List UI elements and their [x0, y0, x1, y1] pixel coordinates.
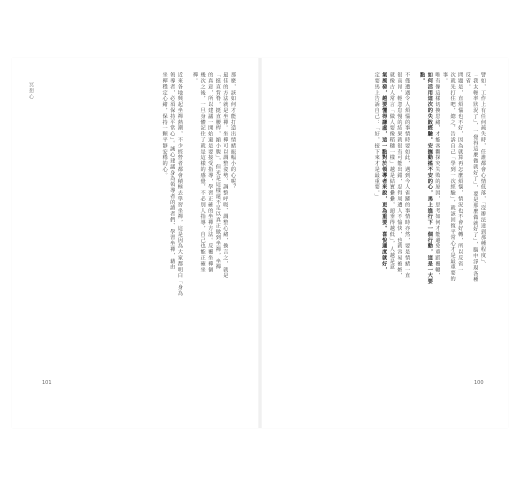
book-spread: [12, 58, 508, 428]
text-column: 領導者，必須保持平常心」。誠心建議身為領導者的讀者們、學習坐禪，藉由: [169, 72, 176, 270]
text-column: 譬如，工作上有任何疏失時，任誰都會心情低落，「沒辦法達到那種程度」、: [480, 72, 486, 268]
text-column: 幾次之後，一旦身體記住了就是這樣的感覺，不必別人指導，自己也能正確坐: [199, 72, 206, 273]
text-column-emphasis: 如何活用這次的失敗經驗。安撫動搖不安的心，馬上進行下一個行動，這是一大要: [426, 72, 433, 285]
text-column: 那麼，該如何才能打造出情緒振幅小的心呢？: [230, 72, 236, 190]
running-head: 冥想心: [28, 82, 34, 100]
text-column: 近來各地興起坐禪熱潮，不少經營者都會積極去學習坐禪，這是因為大家都明白「身為: [176, 72, 183, 297]
text-column: 「我太輕率狀況了」，一覺得這麼做就好了」，要是那麼做就好了」，腦中浮現各種: [472, 72, 479, 283]
paragraph-gap: [410, 72, 418, 312]
text-column: 很高昂，輕忽怠慢的結果就很有可能出錯，忍得周遭人不愉快，也就容易被嫉，: [396, 72, 403, 279]
text-column: 反省。: [464, 72, 471, 90]
text-column: 唯有像這樣切換思緒，才能客觀探究失敗的原因，思考如何才能避免重蹈覆轍，: [434, 72, 441, 279]
right-page: [260, 58, 508, 428]
text-column: 就像古人常言「做人要像稻穗一樣」越是結實纍纍，頭垂得越低」，人越是意: [388, 72, 395, 270]
text-column: 不僅遭遇令人煩惱的事情時要如此，遇到今人雀躍的事情時亦然，要是情緒一直: [404, 72, 411, 279]
left-page: [12, 58, 260, 428]
right-page-text: [286, 72, 486, 312]
page-number: 101: [42, 380, 52, 386]
text-column: 定要馬上告訴自己：「好，接下來才是最重要。」: [373, 72, 380, 200]
text-column: 最佳的方法就是坐禪。坐禪可以調整姿勢、調整呼吸、調整心緒，換言之，就是: [222, 72, 229, 279]
left-page-text: [76, 72, 236, 312]
text-column: 次就先打住吧，總之，告訴自己「學到一次經驗」，就該回復平常心才是最重要的: [449, 72, 456, 282]
text-column: 的真意，所以建議一開始還是要接受指導，學習正確的坐禪方法。反覆坐禪個: [207, 72, 214, 273]
text-column: 「挺直背脊，挺直腰桿，縮小腹」，但光是這樣還不足以真正做到坐禪，坐禪: [214, 72, 221, 270]
text-column: 禪。: [192, 72, 199, 84]
text-column: 問題是，直煩惱也不好，因為就算再怎麼煩惱，情況也不會好轉，所以反省一: [457, 72, 464, 273]
text-column: 事。: [442, 72, 449, 84]
text-column: 坐禪穩定心緒，保持一顆平靜安穩的心。: [161, 72, 168, 179]
text-column-emphasis: 氣風發，越要懂得謙虛，這一點對於領導者來說，更為重要。喜悅適度就好，: [381, 72, 388, 273]
paragraph-gap: [183, 72, 191, 312]
page-number: 100: [474, 380, 484, 386]
text-column-emphasis: 點。: [419, 72, 426, 84]
